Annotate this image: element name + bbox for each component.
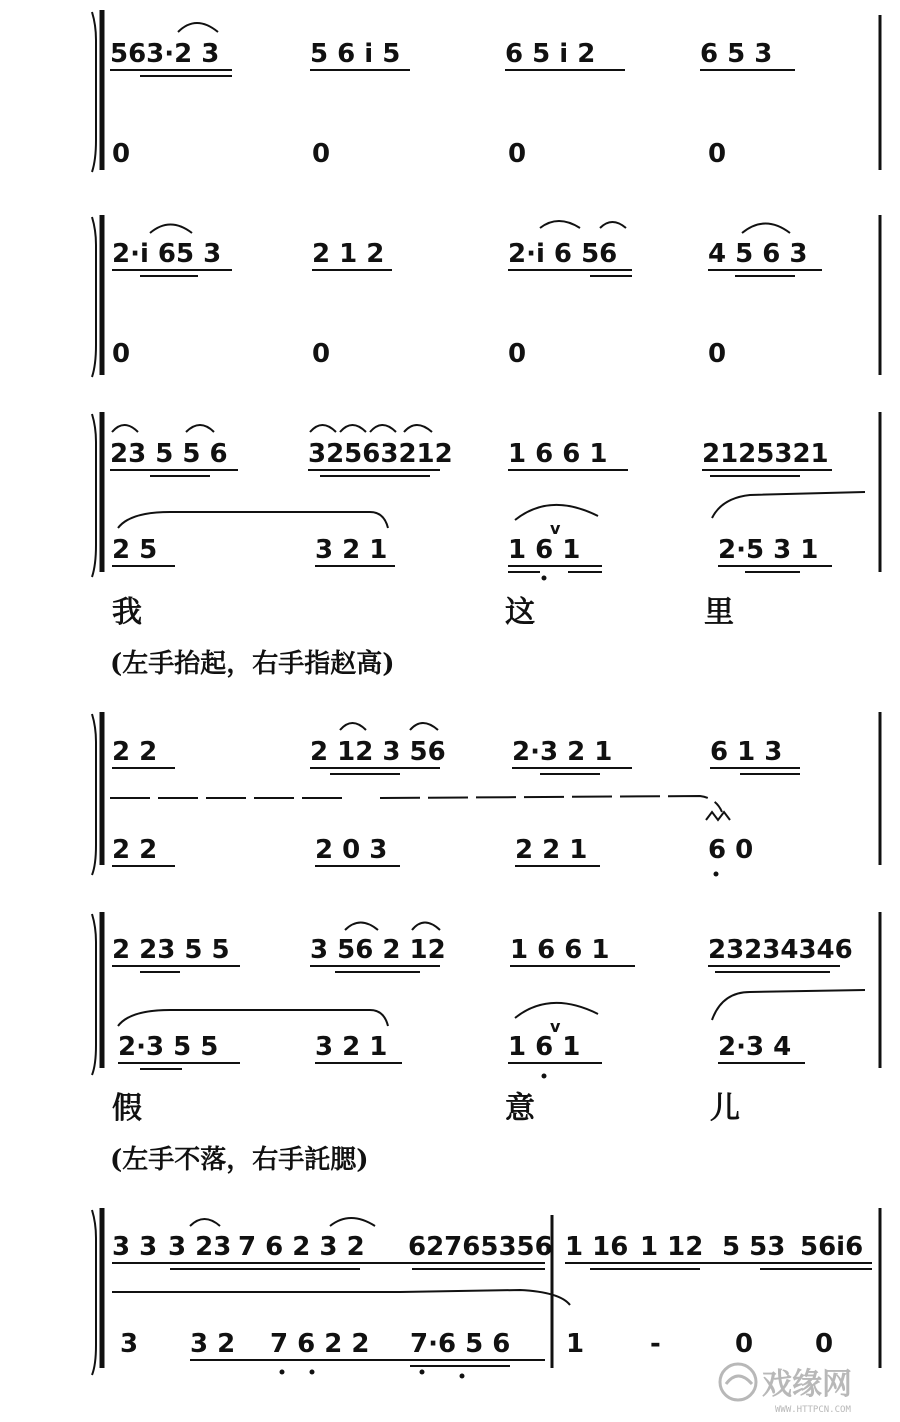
upper-measure: 23234346 (708, 935, 853, 965)
upper-measure: 3 3 (112, 1232, 158, 1262)
lower-measure: 2 2 1 (515, 835, 588, 865)
lower-measure: 0 (312, 339, 331, 369)
lower-measure: 0 (112, 339, 131, 369)
upper-measure: 56i6 (800, 1232, 864, 1262)
lyric-char: 这 (505, 595, 535, 630)
slur (330, 1218, 375, 1226)
upper-measure: 5 6 i 5 (310, 39, 401, 69)
upper-measure: 1 16 (565, 1232, 629, 1262)
lower-measure: 3 2 1 (315, 535, 388, 565)
long-slur (118, 512, 388, 528)
lower-measure: 7 6 2 2 (270, 1329, 370, 1359)
upper-measure: 23 5 5 6 (110, 439, 228, 469)
slur (340, 425, 366, 432)
system-brace (92, 714, 96, 875)
upper-measure: 6 5 3 (700, 39, 773, 69)
lyric-char: 儿 (710, 1091, 740, 1126)
upper-measure: 2 1 2 (312, 239, 385, 269)
system-5 (92, 912, 880, 1175)
long-slur (112, 1290, 570, 1305)
upper-measure: 32563212 (308, 439, 453, 469)
upper-measure: 62765356 (408, 1232, 553, 1262)
upper-measure: 3 56 2 12 (310, 935, 446, 965)
slur (540, 221, 580, 228)
octave-dot (542, 1074, 547, 1079)
slur (742, 224, 790, 234)
upper-measure: 2·3 2 1 (512, 737, 613, 767)
slur (340, 723, 366, 730)
lyric-char: 意 (505, 1091, 535, 1126)
upper-measure: 4 5 6 3 (708, 239, 808, 269)
slur (410, 723, 438, 730)
watermark-url: WWW.HTTPCN.COM (775, 1405, 851, 1415)
lower-measure: 2 2 (112, 835, 158, 865)
lower-measure: 1 (566, 1329, 585, 1359)
upper-measure: 2 12 3 56 (310, 737, 446, 767)
lower-measure: 0 (708, 139, 727, 169)
lower-measure: 1 6 1 (508, 1032, 581, 1062)
lower-measure: 3 2 (190, 1329, 236, 1359)
upper-measure: 5 53 (722, 1232, 786, 1262)
lyric-char: 假 (112, 1091, 142, 1126)
lower-measure: 0 (508, 339, 527, 369)
lyric-char: 里 (704, 595, 734, 630)
lower-measure: 0 (815, 1329, 834, 1359)
lower-measure: 2 5 (112, 535, 158, 565)
octave-dot (714, 872, 719, 877)
upper-measure: 1 6 6 1 (508, 439, 608, 469)
upper-measure: 3 23 (168, 1232, 232, 1262)
slur (190, 1219, 220, 1226)
slur (150, 225, 192, 234)
breath-mark: v (550, 1017, 561, 1036)
octave-dot (280, 1370, 285, 1375)
slur (412, 923, 440, 931)
lower-measure: 0 (735, 1329, 754, 1359)
upper-measure: 1 12 (640, 1232, 704, 1262)
watermark-text: 戏缘网 (762, 1367, 852, 1402)
upper-measure: 2 23 5 5 (112, 935, 230, 965)
upper-measure: 2 2 (112, 737, 158, 767)
octave-dot (460, 1374, 465, 1379)
upper-measure: 1 6 6 1 (510, 935, 610, 965)
system-1 (92, 10, 880, 172)
lower-measure: 0 (312, 139, 331, 169)
slur (186, 425, 214, 432)
lower-measure: 3 2 1 (315, 1032, 388, 1062)
stage-direction: (左手抬起，右手指赵高) (110, 649, 395, 679)
upper-measure: 2125321 (702, 439, 829, 469)
system-6 (92, 1208, 880, 1379)
octave-dot (542, 576, 547, 581)
octave-dot (420, 1370, 425, 1375)
lower-measure: - (650, 1329, 661, 1359)
slur (112, 425, 138, 432)
lower-measure: 6 0 (708, 835, 754, 865)
long-slur (118, 1010, 388, 1026)
lower-measure: 0 (708, 339, 727, 369)
watermark-logo (720, 1364, 852, 1415)
stage-direction: (左手不落，右手託腮) (110, 1145, 369, 1175)
ornament-mark (706, 812, 730, 820)
upper-measure: 6 5 i 2 (505, 39, 596, 69)
lower-measure: 3 (120, 1329, 139, 1359)
lower-measure: 2·3 5 5 (118, 1032, 219, 1062)
slur (345, 923, 378, 931)
lower-measure: 7·6 5 6 (410, 1329, 511, 1359)
long-slur (110, 796, 722, 812)
octave-dot (310, 1370, 315, 1375)
system-2 (92, 215, 880, 377)
system-brace (92, 914, 96, 1075)
breath-mark: v (550, 519, 561, 538)
long-slur (712, 492, 865, 518)
slur (370, 425, 396, 432)
lyric-char: 我 (112, 595, 142, 630)
system-brace (92, 12, 96, 172)
slur (515, 1003, 598, 1018)
upper-measure: 6 1 3 (710, 737, 783, 767)
slur (600, 222, 626, 228)
slur (404, 425, 432, 432)
system-3 (92, 412, 880, 679)
system-brace (92, 1210, 96, 1375)
slur (515, 505, 598, 520)
lower-measure: 2·3 4 (718, 1032, 792, 1062)
system-brace (92, 217, 96, 377)
lower-measure: 2 0 3 (315, 835, 388, 865)
upper-measure: 563·2 3 (110, 39, 220, 69)
lower-measure: 0 (112, 139, 131, 169)
upper-measure: 7 6 2 3 2 (238, 1232, 365, 1262)
lower-measure: 2·5 3 1 (718, 535, 819, 565)
upper-measure: 2·i 65 3 (112, 239, 222, 269)
slur (178, 23, 218, 32)
system-brace (92, 414, 96, 577)
system-4 (92, 712, 880, 877)
lower-measure: 1 6 1 (508, 535, 581, 565)
upper-measure: 2·i 6 56 (508, 239, 618, 269)
long-slur (712, 990, 865, 1020)
slur (310, 425, 336, 432)
lower-measure: 0 (508, 139, 527, 169)
